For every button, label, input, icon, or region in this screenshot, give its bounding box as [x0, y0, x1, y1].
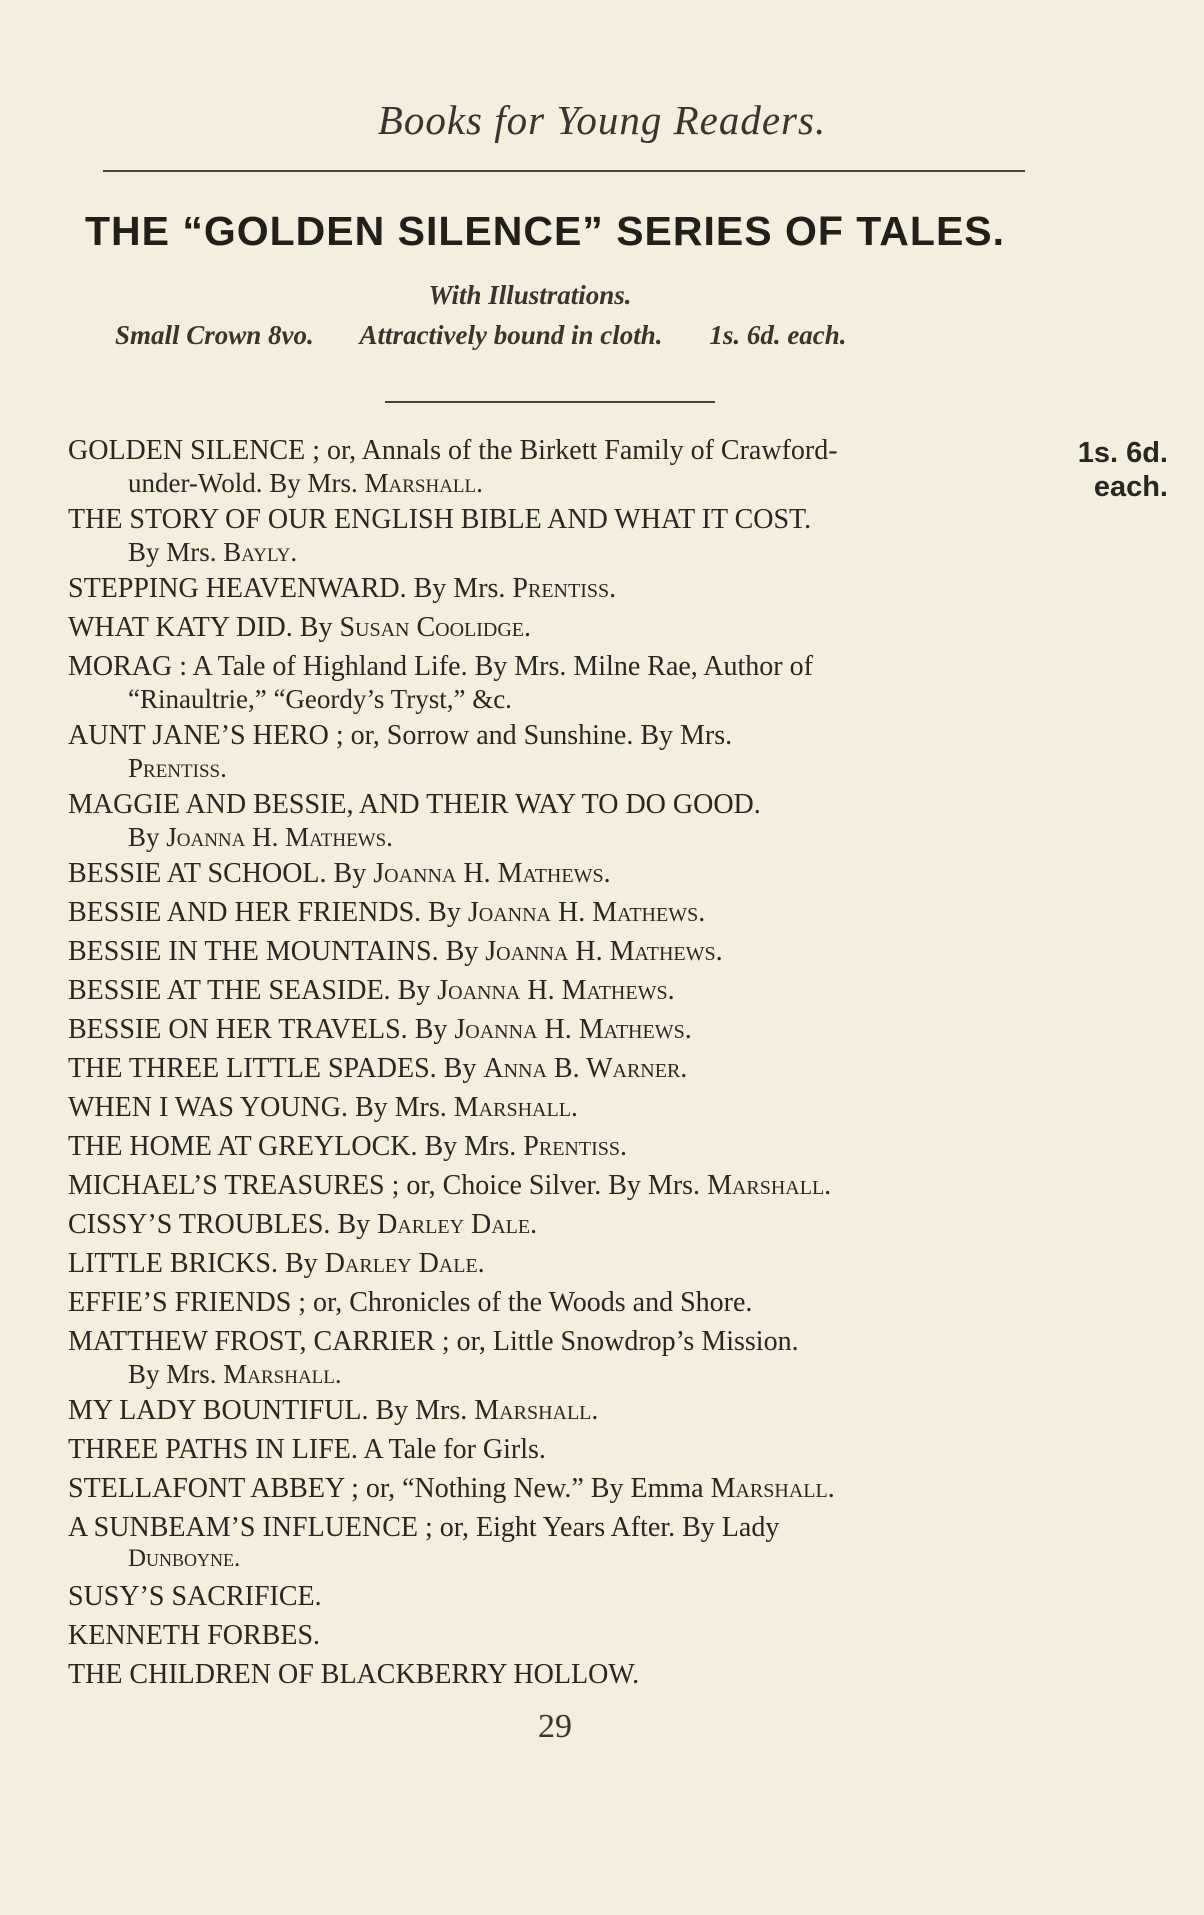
- entry-text: ; or, “Nothing New.” By Emma: [344, 1473, 711, 1504]
- entry-text: By: [278, 1248, 325, 1279]
- entry-text: By: [436, 1053, 484, 1084]
- book-title: BESSIE ON HER TRAVELS.: [68, 1014, 408, 1045]
- book-title: SUSY’S SACRIFICE.: [68, 1581, 322, 1612]
- list-item: [68, 1208, 1023, 1247]
- book-title: BESSIE IN THE MOUNTAINS.: [68, 936, 439, 967]
- book-title: STELLAFONT ABBEY: [68, 1473, 345, 1504]
- list-item: [68, 1286, 1023, 1325]
- entry-text: By: [326, 858, 374, 889]
- entry-text: By: [438, 936, 486, 967]
- list-item: [68, 434, 1023, 503]
- book-author: Darley Dale.: [377, 1209, 538, 1240]
- list-item: [68, 1472, 1023, 1511]
- list-item: [68, 1658, 1023, 1697]
- book-author: Marshall.: [707, 1170, 832, 1201]
- book-title: THE STORY OF OUR ENGLISH BIBLE AND WHAT IT COST.: [68, 504, 812, 535]
- entry-text: By: [128, 822, 167, 852]
- book-title: BESSIE AND HER FRIENDS.: [68, 897, 422, 928]
- book-title: MAGGIE AND BESSIE, AND THEIR WAY TO DO GOOD.: [68, 789, 761, 820]
- header-rule: [103, 170, 1025, 172]
- book-list: [68, 434, 1023, 1697]
- running-head: Books for Young Readers.: [377, 97, 827, 143]
- format-binding: Attractively bound in cloth.: [359, 320, 663, 350]
- list-item: [68, 1619, 1023, 1658]
- list-item: [68, 896, 1023, 935]
- book-author: Anna B. Warner.: [483, 1053, 688, 1084]
- book-title: KENNETH FORBES.: [68, 1620, 321, 1651]
- entry-text: : A Tale of Highland Life. By Mrs. Milne Rae, Author of: [172, 651, 813, 682]
- entry-text: ; or, Chronicles of the Woods and Shore.: [291, 1287, 753, 1318]
- price-each: each.: [1093, 471, 1168, 503]
- book-title: MY LADY BOUNTIFUL.: [68, 1395, 369, 1426]
- book-author: Joanna H. Mathews.: [437, 975, 675, 1006]
- list-item: [68, 1247, 1023, 1286]
- book-title: BESSIE AT THE SEASIDE.: [68, 975, 391, 1006]
- book-title: MICHAEL’S TREASURES: [68, 1170, 385, 1201]
- book-author: Marshall.: [453, 1092, 578, 1123]
- list-item: [68, 788, 1023, 857]
- entry-text: By: [421, 897, 468, 928]
- entry-text: ; or, Choice Silver. By Mrs.: [384, 1170, 708, 1201]
- list-item: [68, 1580, 1023, 1619]
- book-author: Darley Dale.: [324, 1248, 485, 1279]
- list-item: [68, 1130, 1023, 1169]
- book-title: THE HOME AT GREYLOCK.: [68, 1131, 418, 1162]
- entry-text: By Mrs.: [347, 1092, 454, 1123]
- entry-text: under-Wold. By Mrs.: [128, 468, 365, 498]
- book-author: Joanna H. Mathews.: [467, 897, 706, 928]
- entry-text: By Mrs.: [368, 1395, 475, 1426]
- book-author: Marshall.: [364, 468, 483, 498]
- list-item: [68, 935, 1023, 974]
- series-title: THE “GOLDEN SILENCE” SERIES OF TALES.: [84, 208, 1006, 254]
- book-title: THE CHILDREN OF BLACKBERRY HOLLOW.: [68, 1659, 640, 1690]
- entry-text: By: [292, 612, 340, 643]
- book-title: MATTHEW FROST, CARRIER: [68, 1326, 435, 1357]
- series-format: [115, 320, 887, 351]
- book-title: LITTLE BRICKS.: [68, 1248, 278, 1279]
- list-item: [68, 1091, 1023, 1130]
- book-title: CISSY’S TROUBLES.: [68, 1209, 331, 1240]
- price-note: [1078, 436, 1168, 504]
- book-title: A SUNBEAM’S INFLUENCE: [68, 1512, 419, 1543]
- series-subtitle: With Illustrations.: [428, 280, 632, 310]
- book-title: THREE PATHS IN LIFE.: [68, 1434, 358, 1465]
- book-title: AUNT JANE’S HERO: [68, 720, 329, 751]
- entry-text: By: [330, 1209, 378, 1240]
- book-title: STEPPING HEAVENWARD.: [68, 573, 407, 604]
- list-item: [68, 503, 1023, 572]
- format-price: 1s. 6d. each.: [709, 320, 847, 350]
- entry-text: ; or, Eight Years After. By Lady: [418, 1512, 780, 1543]
- section-rule: [385, 401, 715, 403]
- entry-text: By: [407, 1014, 455, 1045]
- list-item: [68, 611, 1023, 650]
- book-author: Prentiss.: [512, 573, 617, 604]
- entry-text: ; or, Annals of the Birkett Family of Crawford-: [305, 435, 838, 466]
- list-item: [68, 1433, 1023, 1472]
- list-item: [68, 1169, 1023, 1208]
- book-title: WHAT KATY DID.: [68, 612, 293, 643]
- book-author: Bayly.: [223, 537, 298, 567]
- book-title: GOLDEN SILENCE: [68, 435, 306, 466]
- entry-text: By: [390, 975, 438, 1006]
- list-item: [68, 650, 1023, 719]
- book-author: Joanna H. Mathews.: [373, 858, 611, 889]
- entry-text: By Mrs.: [128, 537, 224, 567]
- list-item: [68, 974, 1023, 1013]
- book-title: BESSIE AT SCHOOL.: [68, 858, 327, 889]
- list-item: [68, 1511, 1023, 1580]
- book-author: Joanna H. Mathews.: [485, 936, 723, 967]
- entry-text: A Tale for Girls.: [357, 1434, 546, 1465]
- book-title: WHEN I WAS YOUNG.: [68, 1092, 348, 1123]
- book-author: Marshall.: [474, 1395, 599, 1426]
- book-author: Joanna H. Mathews.: [166, 822, 393, 852]
- book-title: MORAG: [68, 651, 173, 682]
- list-item: [68, 1013, 1023, 1052]
- list-item: [68, 1325, 1023, 1394]
- book-author: Prentiss.: [523, 1131, 627, 1162]
- list-item: [68, 719, 1023, 788]
- entry-text: By Mrs.: [417, 1131, 524, 1162]
- page-number: 29: [538, 1708, 572, 1745]
- entry-text: By Mrs.: [128, 1359, 224, 1389]
- book-author: Marshall.: [710, 1473, 835, 1504]
- book-title: THE THREE LITTLE SPADES.: [68, 1053, 437, 1084]
- list-item: [68, 1052, 1023, 1091]
- entry-text: By Mrs.: [406, 573, 513, 604]
- book-author: Prentiss.: [128, 753, 227, 783]
- book-author: Joanna H. Mathews.: [454, 1014, 692, 1045]
- entry-text: ; or, Sorrow and Sunshine. By Mrs.: [328, 720, 733, 751]
- list-item: [68, 572, 1023, 611]
- book-author: Marshall.: [223, 1359, 342, 1389]
- list-item: [68, 857, 1023, 896]
- price-amount: 1s. 6d.: [1077, 437, 1168, 469]
- format-size: Small Crown 8vo.: [115, 320, 314, 350]
- book-author: Dunboyne.: [128, 1545, 241, 1572]
- book-author: Susan Coolidge.: [339, 612, 532, 643]
- entry-text: “Rinaultrie,” “Geordy’s Tryst,” &c.: [128, 684, 512, 714]
- entry-text: ; or, Little Snowdrop’s Mission.: [434, 1326, 799, 1357]
- book-title: EFFIE’S FRIENDS: [68, 1287, 292, 1318]
- list-item: [68, 1394, 1023, 1433]
